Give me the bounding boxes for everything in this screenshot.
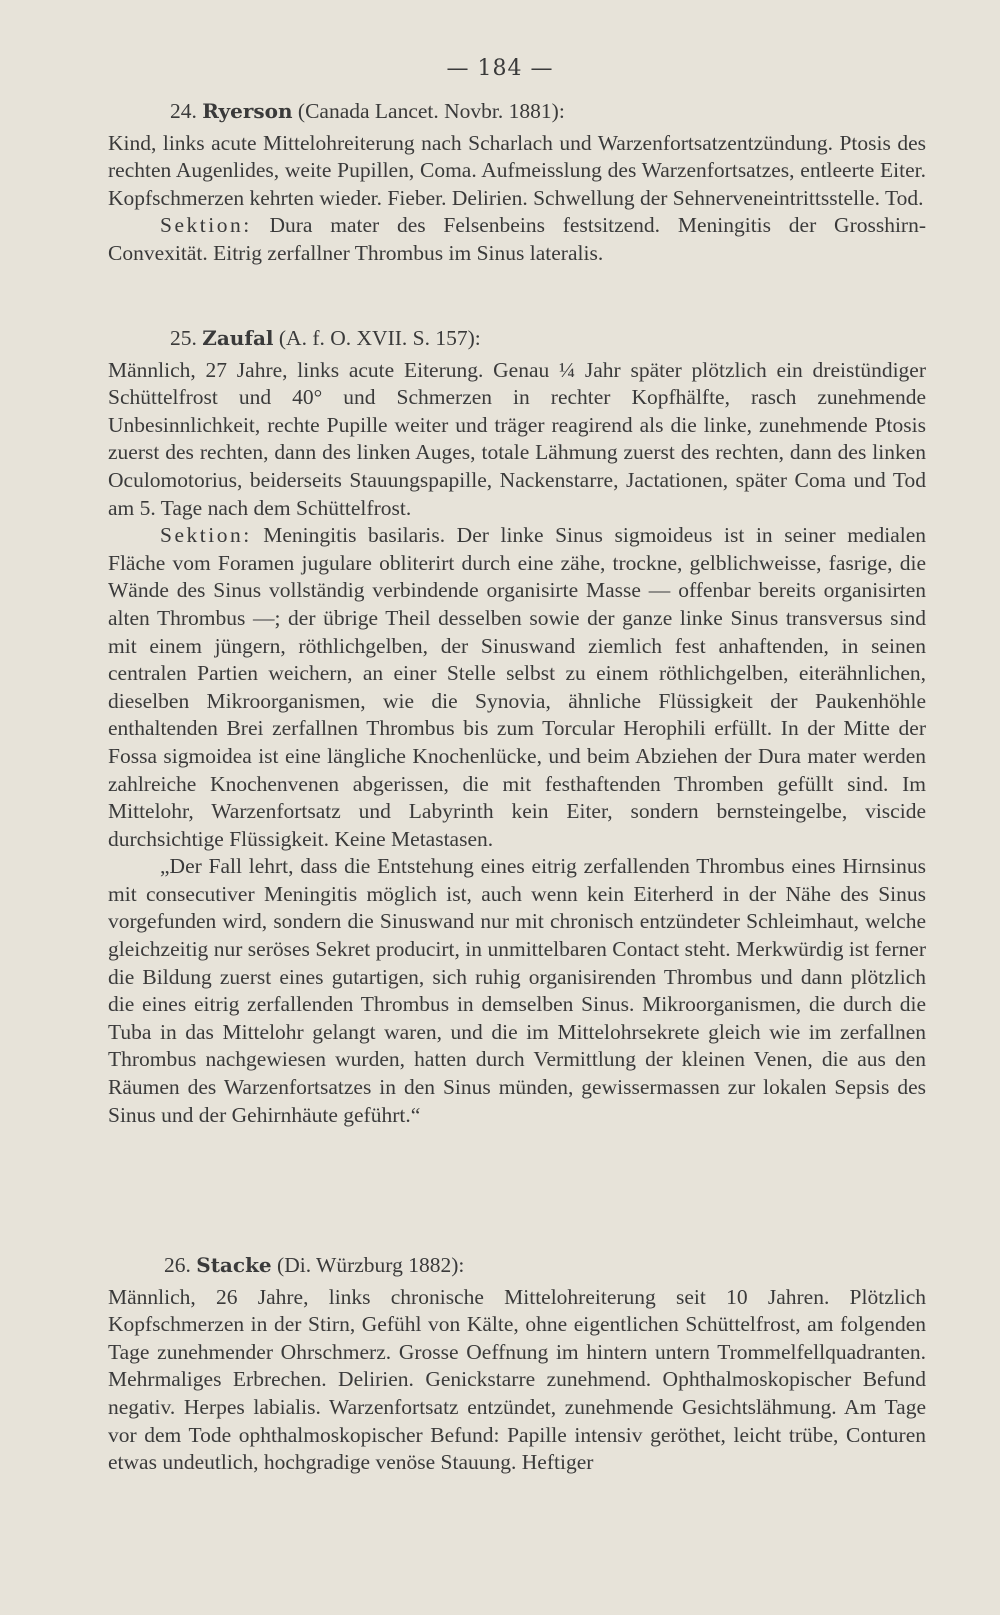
case-heading	[108, 98, 926, 126]
case-paragraph: Männlich, 27 Jahre, links acute Eiterung. Genau ¼ Jahr später plötzlich ein dreistündiger Schüttelfrost und 40° und Schmerzen in rechter Kopfhälfte, rasch zunehmende Unbesinnlichkeit, rechte Pupille weiter und träger reagirend als die linke, zunehmende Ptosis zuerst des rechten, dann des linken Auges, totale Lähmung zuerst des rechten, dann des linken Oculomotorius, beiderseits Stauungspapille, Nackenstarre, Jactationen, später Coma und Tod am 5. Tage nach dem Schüttelfrost.	[108, 357, 926, 520]
case-number: 26.	[164, 1253, 191, 1277]
case-author: Ryerson	[202, 99, 293, 123]
section-paragraph	[108, 522, 926, 853]
case-number: 25.	[170, 326, 197, 350]
case-25	[108, 325, 926, 1129]
case-paragraph: Männlich, 26 Jahre, links chronische Mittelohreiterung seit 10 Jahren. Plötzlich Kopfschmerzen in der Stirn, Gefühl von Kälte, ohne eigentlichen Schüttelfrost, am folgenden Tage zunehmender Ohrschmerz. Grosse Oeffnung im hintern untern Trommelfellquadranten. Mehrmaliges Erbrechen. Delirien. Genickstarre zunehmend. Ophthalmoskopischer Befund negativ. Herpes labialis. Warzenfortsatz entzündet, zunehmende Gesichtslähmung. Am Tage vor dem Tode ophthalmoskopischer Befund: Papille intensiv geröthet, leicht trübe, Conturen etwas undeutlich, hochgradige venöse Stauung. Heftiger	[108, 1284, 926, 1475]
section-text: Meningitis basilaris. Der linke Sinus sigmoideus ist in seiner medialen Fläche vom Foramen jugulare obliterirt durch eine zähe, trockne, gelblichweisse, fasrige, die Wände des Sinus vollständig verbindende organisirte Masse — offenbar bereits organisirten alten Thrombus —; der übrige Theil desselben sowie der ganze linke Sinus transversus sind mit einem jüngern, röthlichgelben, der Sinuswand ziemlich fest anhaftenden, in seinen centralen Partien weichern, an einer Stelle selbst zu einem röthlichgelben, eiterähnlichen, dieselben Mikroorganismen, wie die Synovia, ähnliche Flüssigkeit der Paukenhöhle enthaltenden Brei zerfallnen Thrombus bis zum Torcular Herophili erfüllt. In der Mitte der Fossa sigmoidea ist eine längliche Knochenlücke, und beim Abziehen der Dura mater werden zahlreiche Knochenvenen abgerissen, die mit festhaftenden Thromben gefüllt sind. Im Mittelohr, Warzenfortsatz und Labyrinth kein Eiter, sondern bernsteingelbe, viscide durchsichtige Flüssigkeit. Keine Metastasen.	[108, 523, 926, 851]
case-heading	[108, 1252, 926, 1280]
case-paragraph: Kind, links acute Mittelohreiterung nach Scharlach und Warzenfortsatzentzündung. Ptosis des rechten Augenlides, weite Pupillen, Coma. Aufmeisslung des Warzenfortsatzes, entleerte Eiter. Kopfschmerzen kehrten wieder. Fieber. Delirien. Schwellung der Sehnerveneintrittsstelle. Tod.	[108, 130, 926, 210]
quote-paragraph: „Der Fall lehrt, dass die Entstehung eines eitrig zerfallenden Thrombus eines Hirnsinus mit consecutiver Meningitis möglich ist, auch wenn kein Eiterherd in der Nähe des Sinus vorgefunden wird, sondern die Sinuswand nur mit chronisch entzündeter Schleimhaut, welche gleichzeitig nur seröses Sekret producirt, in unmittelbaren Contact steht. Merkwürdig ist ferner die Bildung zuerst eines gutartigen, sich ruhig organisirenden Thrombus und dann plötzlich die eines eitrig zerfallenden Thrombus in demselben Sinus. Mikroorganismen, die durch die Tuba in das Mittelohr gelangt waren, und die im Mittelohrsekrete gleich wie im zerfallnen Thrombus nachgewiesen wurden, hatten durch Vermittlung der kleinen Venen, die aus den Räumen des Warzenfortsatzes in den Sinus münden, gewissermassen zur lokalen Sepsis des Sinus und der Gehirnhäute geführt.“	[108, 854, 926, 1127]
case-author: Zaufal	[202, 326, 274, 350]
case-number: 24.	[170, 99, 197, 123]
case-heading	[108, 325, 926, 353]
case-26	[108, 1252, 926, 1477]
case-source: (A. f. O. XVII. S. 157):	[278, 326, 481, 350]
section-label: Sektion:	[160, 213, 252, 238]
case-source: (Di. Würzburg 1882):	[277, 1253, 465, 1277]
case-author: Stacke	[196, 1253, 272, 1277]
section-label: Sektion:	[160, 523, 252, 548]
section-paragraph	[108, 212, 926, 267]
page-number: — 184 —	[446, 56, 554, 81]
section-text: Dura mater des Felsenbeins festsitzend. Meningitis der Grosshirn-Convexität. Eitrig zerfallner Thrombus im Sinus lateralis.	[108, 213, 926, 265]
case-24	[108, 98, 926, 268]
case-source: (Canada Lancet. Novbr. 1881):	[297, 99, 565, 123]
